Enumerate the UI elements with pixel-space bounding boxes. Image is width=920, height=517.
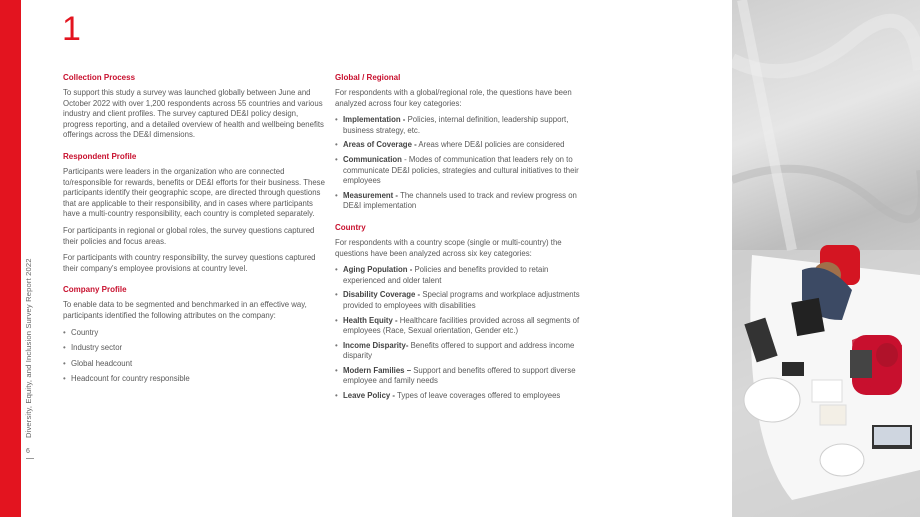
category-list	[335, 265, 585, 402]
category-term: Disability Coverage -	[343, 290, 421, 300]
page-number-underline	[26, 458, 34, 459]
red-side-bar	[0, 0, 21, 517]
list-item: • Country	[63, 328, 328, 339]
list-item	[335, 316, 585, 337]
list-item: • Headcount for country responsible	[63, 374, 328, 385]
list-item: • Global headcount	[63, 359, 328, 370]
chapter-number: 1	[62, 10, 81, 48]
category-list	[335, 115, 585, 212]
left-column	[63, 73, 328, 396]
category-term: Aging Population -	[343, 265, 413, 275]
section-text: For participants in regional or global roles, the survey questions captured their policies and focus areas.	[63, 225, 315, 246]
category-term: Measurement -	[343, 190, 399, 200]
list-item	[335, 366, 585, 387]
category-term: Communication	[343, 154, 402, 164]
list-item	[335, 155, 585, 187]
list-item	[335, 265, 585, 286]
category-desc: Areas where DE&I policies are considered	[418, 140, 565, 150]
respondent-profile-section	[63, 152, 328, 274]
list-item	[335, 191, 585, 212]
category-desc: Policies, internal definition, leadership support, business strategy, etc.	[343, 115, 569, 135]
company-profile-section	[63, 285, 328, 385]
collection-process-section	[63, 73, 328, 141]
country-section	[335, 223, 585, 402]
section-text: For participants with country responsibility, the survey questions captured their company's employee provisions at country level.	[63, 253, 316, 273]
category-desc: Healthcare facilities provided across all segments of employees (Race, Sexual orientation, Gender etc.)	[343, 315, 580, 336]
category-term: Areas of Coverage -	[343, 140, 417, 150]
office-photo	[732, 0, 920, 517]
section-heading: Collection Process	[63, 73, 136, 82]
office-photo-illustration	[732, 0, 920, 517]
section-text: To enable data to be segmented and benchmarked in an effective way, participants identified the following attributes on the company:	[63, 300, 307, 320]
list-item	[335, 391, 585, 402]
section-text: Participants were leaders in the organization who are connected to/responsible for rewards, benefits or DE&I efforts for their business. These participants identify their geographic scope, are directed through questions that are applicable to their responsibility, and in cases where participants have a multi-country responsibility, each country is completed separately.	[63, 166, 325, 219]
category-desc: Types of leave coverages offered to employees	[397, 391, 561, 401]
section-text: To support this study a survey was launched globally between June and October 2022 with over 1,200 respondents across 55 countries and various industry and client profiles. The survey captured DE&I policy design, progress reporting, and a detailed overview of health and wellbeing benefits offerings across the DE&I dimensions.	[63, 88, 324, 140]
right-column	[335, 73, 585, 413]
category-desc: Special programs and workplace adjustments provided to employees with disabilities	[343, 290, 580, 310]
section-text: For respondents with a global/regional role, the questions have been analyzed across four key categories:	[335, 88, 572, 108]
category-desc: The channels used to track and review progress on DE&I implementation	[343, 190, 577, 211]
report-title-vertical: Diversity, Equity, and Inclusion Survey Report 2022	[24, 258, 33, 438]
list-item	[335, 290, 585, 311]
category-term: Income Disparity-	[343, 340, 409, 350]
attribute-list	[63, 328, 328, 385]
category-desc: Benefits offered to support and address income disparity	[343, 340, 575, 361]
category-desc: Support and benefits offered to support diverse employee and family needs	[343, 365, 576, 386]
category-desc: Policies and benefits provided to retain experienced and older talent	[343, 265, 549, 285]
section-heading: Respondent Profile	[63, 151, 137, 161]
section-heading: Global / Regional	[335, 73, 401, 82]
category-term: Leave Policy -	[343, 391, 396, 401]
list-item	[335, 341, 585, 362]
section-heading: Country	[335, 222, 366, 232]
list-item	[335, 140, 585, 151]
category-desc: - Modes of communication that leaders rely on to communicate DE&I policies, strategies and cultural initiatives to their employees	[343, 154, 579, 186]
list-item: • Industry sector	[63, 343, 328, 354]
category-term: Modern Families –	[343, 365, 412, 375]
list-item	[335, 115, 585, 136]
global-regional-section	[335, 73, 585, 212]
page-number: 6	[26, 448, 30, 455]
category-term: Implementation -	[343, 115, 406, 125]
section-text: For respondents with a country scope (single or multi-country) the questions have been analyzed across six key categories:	[335, 237, 562, 258]
category-term: Health Equity -	[343, 315, 398, 325]
section-heading: Company Profile	[63, 285, 127, 295]
